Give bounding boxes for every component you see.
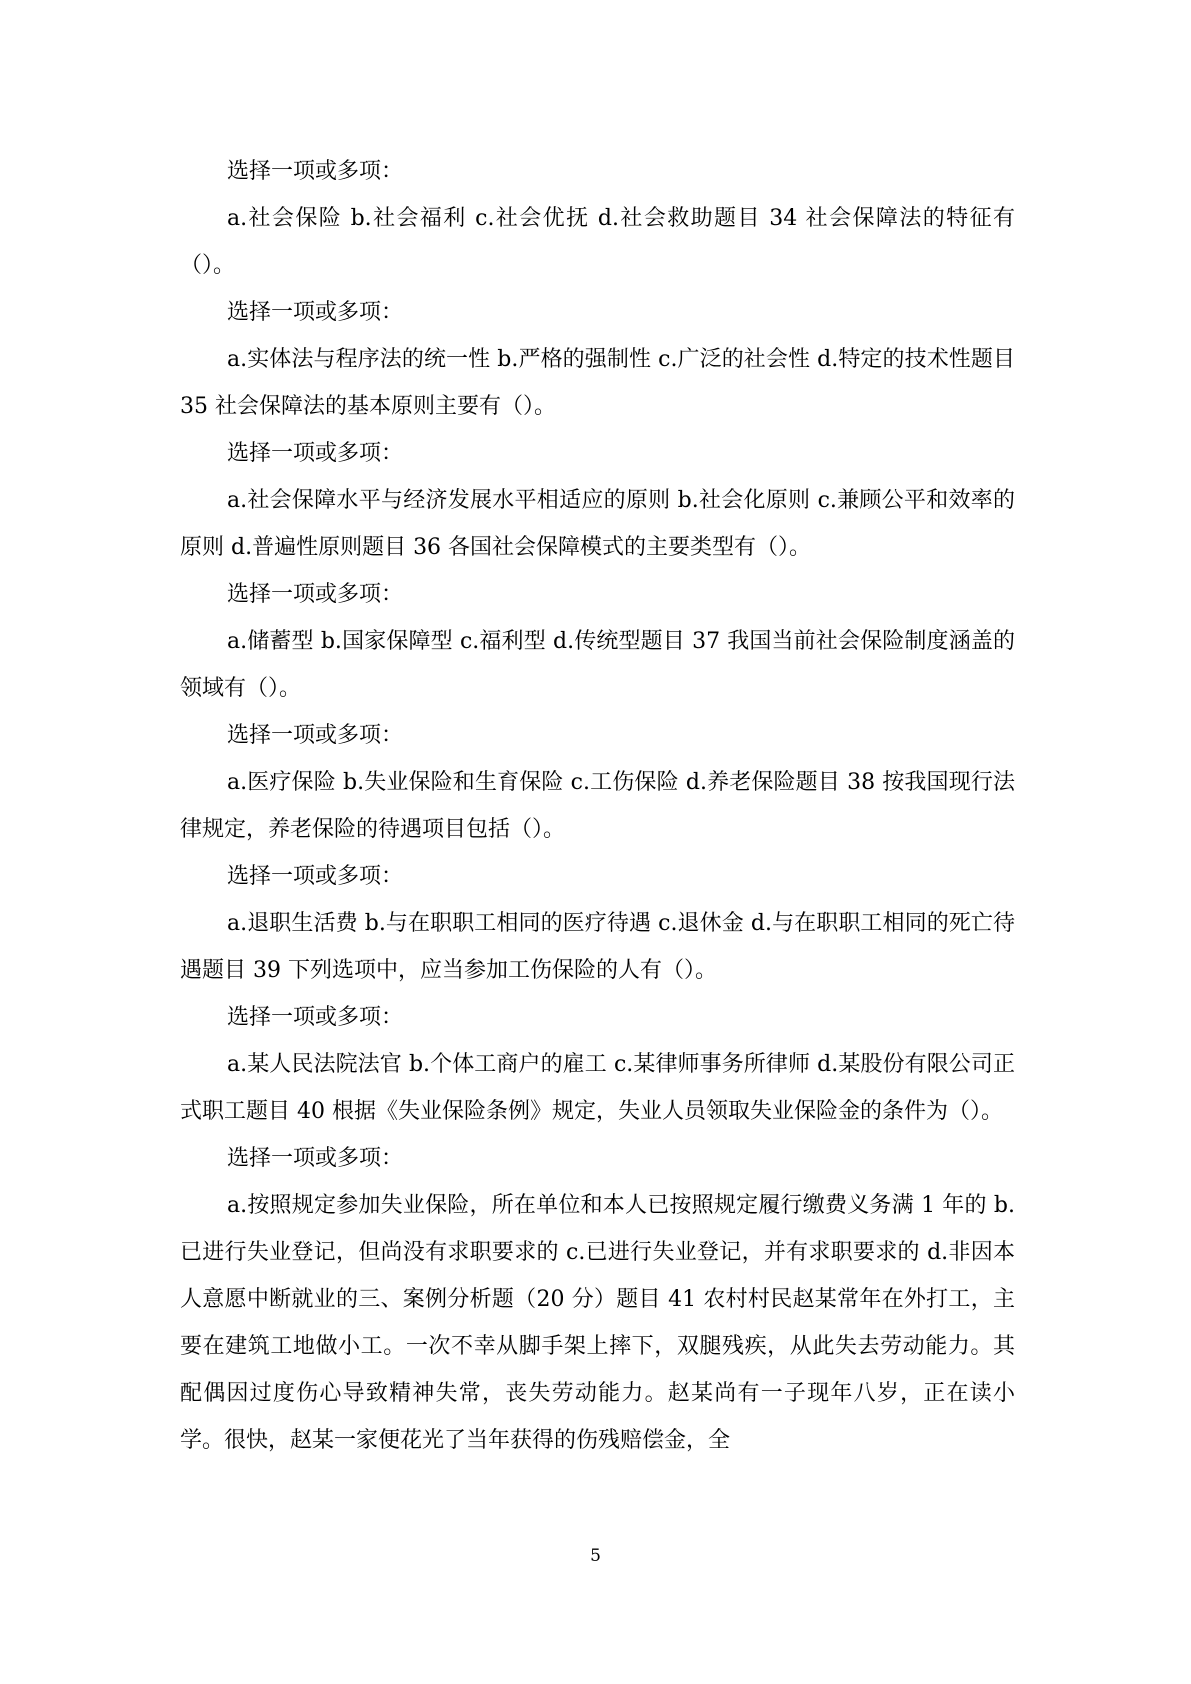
- options-paragraph: a.储蓄型 b.国家保障型 c.福利型 d.传统型题目 37 我国当前社会保险制度涵盖的领域有（）。: [180, 629, 1015, 701]
- prompt-line: 选择一项或多项：: [227, 1005, 404, 1030]
- options-paragraph: a.退职生活费 b.与在职职工相同的医疗待遇 c.退休金 d.与在职职工相同的死亡待遇题目 39 下列选项中，应当参加工伤保险的人有（）。: [180, 911, 1015, 983]
- prompt-line: 选择一项或多项：: [227, 441, 404, 466]
- prompt-line: 选择一项或多项：: [227, 582, 404, 607]
- options-paragraph: a.社会保险 b.社会福利 c.社会优抚 d.社会救助题目 34 社会保障法的特征有（）。: [180, 206, 1015, 278]
- options-paragraph: a.按照规定参加失业保险，所在单位和本人已按照规定履行缴费义务满 1 年的 b.已进行失业登记，但尚没有求职要求的 c.已进行失业登记，并有求职要求的 d.非因本人意愿中断就业的三、案例分析题（20 分）题目 41 农村村民赵某常年在外打工，主要在建筑工地做小工。一次不幸从脚手架上摔下，双腿残疾，从此失去劳动能力。其配偶因过度伤心导致精神失常，丧失劳动能力。赵某尚有一子现年八岁，正在读小学。很快，赵某一家便花光了当年获得的伤残赔偿金，全: [180, 1193, 1015, 1453]
- prompt-line: 选择一项或多项：: [227, 159, 404, 184]
- prompt-line: 选择一项或多项：: [227, 300, 404, 325]
- prompt-line: 选择一项或多项：: [227, 723, 404, 748]
- options-paragraph: a.某人民法院法官 b.个体工商户的雇工 c.某律师事务所律师 d.某股份有限公司正式职工题目 40 根据《失业保险条例》规定，失业人员领取失业保险金的条件为（）。: [180, 1052, 1015, 1124]
- page-number: 5: [590, 1546, 601, 1566]
- options-paragraph: a.社会保障水平与经济发展水平相适应的原则 b.社会化原则 c.兼顾公平和效率的原则 d.普遍性原则题目 36 各国社会保障模式的主要类型有（）。: [180, 488, 1015, 560]
- body-text: [180, 148, 1015, 1464]
- options-paragraph: a.医疗保险 b.失业保险和生育保险 c.工伤保险 d.养老保险题目 38 按我国现行法律规定，养老保险的待遇项目包括（）。: [180, 770, 1015, 842]
- prompt-line: 选择一项或多项：: [227, 1146, 404, 1171]
- options-paragraph: a.实体法与程序法的统一性 b.严格的强制性 c.广泛的社会性 d.特定的技术性题目 35 社会保障法的基本原则主要有（）。: [180, 347, 1015, 419]
- prompt-line: 选择一项或多项：: [227, 864, 404, 889]
